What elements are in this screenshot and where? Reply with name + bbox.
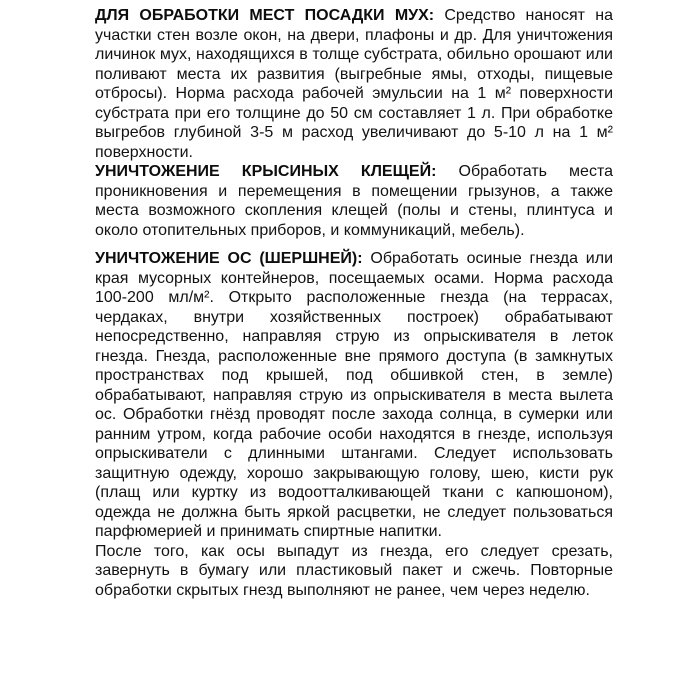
section-rat-mites (95, 162, 613, 240)
section-rat-mites-body: Обработать места проникновения и перемещения в помещении грызунов, а также места возможного скопления клещей (полы и стены, плинтуса и около отопительных приборов, и коммуникаций, мебель). (95, 163, 614, 239)
section-fly-treatment (95, 6, 613, 162)
section-wasps (95, 249, 613, 542)
section-fly-treatment-header: ДЛЯ ОБРАБОТКИ МЕСТ ПОСАДКИ МУХ: (95, 7, 435, 24)
section-wasps-body: Обработать осиные гнезда или края мусорных контейнеров, посещаемых осами. Норма расхода 100-200 мл/м². Открыто расположенные гнезда (на террасах, чердаках, внутри хозяйственных построек) обрабатывают непосредственно, направляя струю из опрыскивателя в леток гнезда. Гнезда, расположенные вне прямого доступа (в замкнутых пространствах под крышей, под обшивкой стен, в земле) обрабатывают, направляя струю из опрыскивателя в места вылета ос. Обработки гнёзд проводят после захода солнца, в сумерки или ранним утром, когда рабочие особи находятся в гнезде, используя опрыскиватели с длинными штангами. Следует использовать защитную одежду, хорошо закрывающую голову, шею, кисти рук (плащ или куртку из водоотталкивающей ткани с капюшоном), одежда не должна быть яркой расцветки, не следует пользоваться парфюмерией и принимать спиртные напитки. (95, 250, 614, 540)
instructions-text-block (95, 6, 613, 600)
section-rat-mites-header: УНИЧТОЖЕНИЕ КРЫСИНЫХ КЛЕЩЕЙ: (95, 163, 437, 180)
section-fly-treatment-body: Средство наносят на участки стен возле окон, на двери, плафоны и др. Для уничтожения личинок мух, находящихся в толще субстрата, обильно орошают или поливают места их развития (выгребные ямы, отходы, пищевые отбросы). Норма расхода рабочей эмульсии на 1 м² поверхности субстрата при его толщине до 50 см составляет 1 л. При обработке выгребов глубиной 3-5 м расход увеличивают до 5-10 л на 1 м² поверхности. (95, 7, 613, 161)
section-wasps-header: УНИЧТОЖЕНИЕ ОС (ШЕРШНЕЙ): (95, 250, 363, 267)
section-wasps-followup-body: После того, как осы выпадут из гнезда, его следует срезать, завернуть в бумагу или пластиковый пакет и сжечь. Повторные обработки скрытых гнезд выполняют не ранее, чем через неделю. (95, 542, 613, 599)
section-wasps-followup (95, 542, 613, 601)
